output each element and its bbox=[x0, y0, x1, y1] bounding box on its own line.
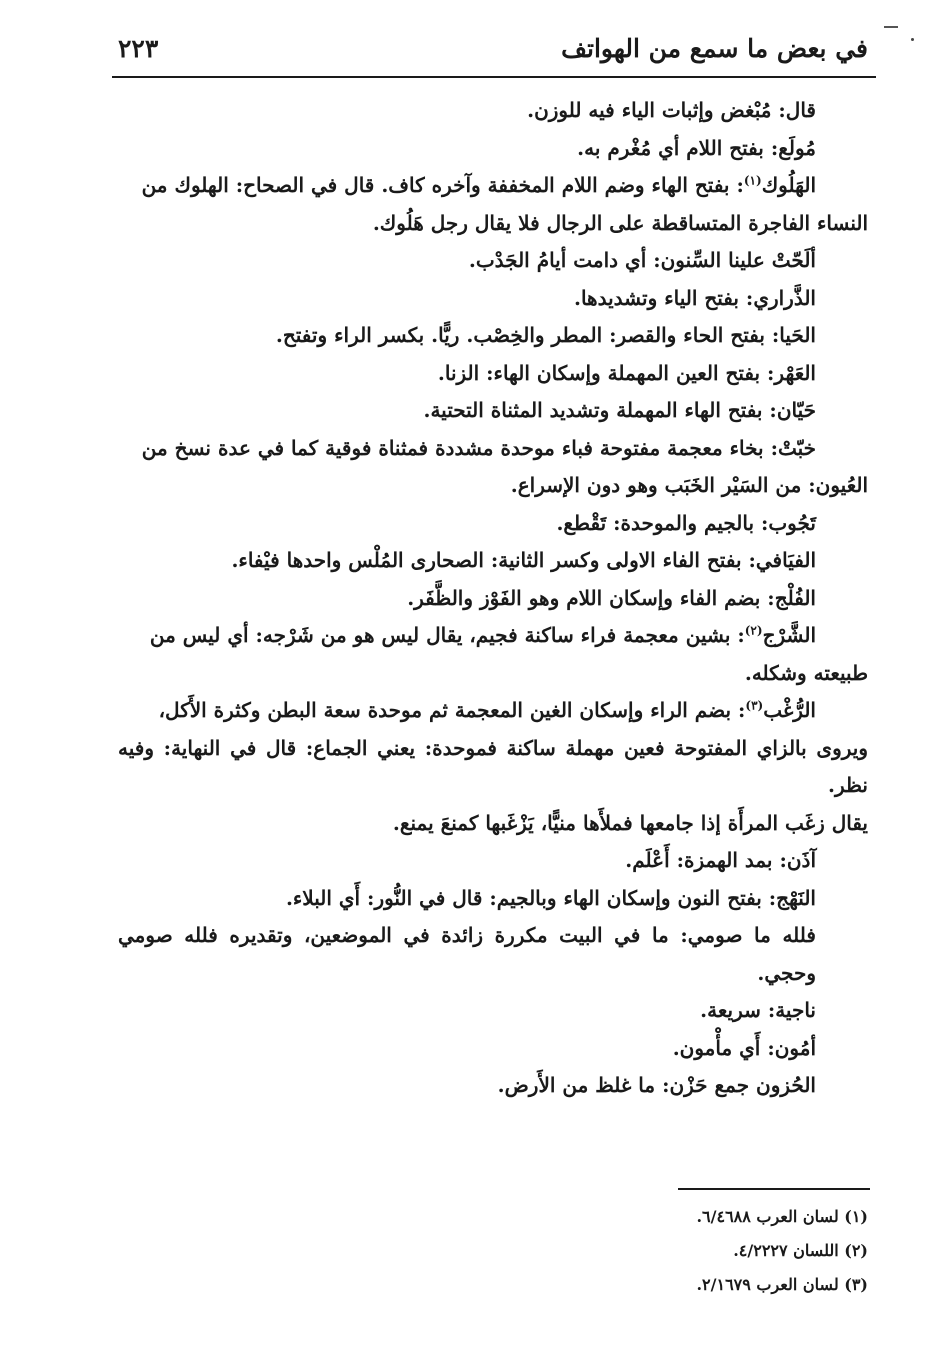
text-line: الفيَافي: بفتح الفاء الاولى وكسر الثانية: الصحارى المُلْس واحدها فيْفاء. bbox=[231, 548, 816, 572]
entry-text: : بفتح الهاء وضم اللام المخففة وآخره كاف. قال في الصحاح: الهلوك من bbox=[141, 173, 744, 197]
corner-mark bbox=[884, 26, 898, 28]
footnote: (٣) لسان العرب ٢/١٦٧٩. bbox=[696, 1275, 868, 1294]
glossary-body bbox=[118, 92, 868, 1105]
entry-head: الشَّرْج bbox=[762, 623, 816, 647]
running-title: في بعض ما سمع من الهواتف bbox=[561, 34, 868, 63]
text-line: ناجية: سريعة. bbox=[700, 998, 816, 1022]
footnote-marker[interactable]: (٢) bbox=[744, 623, 763, 638]
footnotes bbox=[118, 1200, 868, 1302]
text-line bbox=[118, 617, 868, 655]
text-line: خبّتْ: بخاء معجمة مفتوحة فباء موحدة مشددة فمثناة فوقية كما في عدة نسخ من bbox=[141, 435, 816, 460]
text-line bbox=[118, 692, 868, 730]
text-line: فلله ما صومي: ما في البيت مكررة زائدة في الموضعين، وتقديره فلله صومي وحجي. bbox=[118, 923, 816, 985]
text-line: العَهْر: بفتح العين المهملة وإسكان الهاء: الزنا. bbox=[437, 360, 816, 385]
text-line: تَجُوب: بالجيم والموحدة: تَقْطع. bbox=[556, 510, 816, 535]
entry-text: : بشين معجمة فراء ساكنة فجيم، يقال ليس هو من شَرْجه: أي ليس من bbox=[149, 623, 745, 647]
entry-text: : بضم الراء وإسكان الغين المعجمة ثم موحدة سعة البطن وكثرة الأَكل، bbox=[158, 698, 746, 722]
entry-head: الهَلُوك bbox=[761, 173, 816, 197]
text-line: طبيعته وشكله. bbox=[744, 660, 868, 685]
text-line: النَهْج: بفتح النون وإسكان الهاء وبالجيم: قال في النُّور: أَي البلاء. bbox=[285, 885, 816, 910]
footnote-rule bbox=[678, 1188, 870, 1190]
text-line: الحُزون جمع حَزْن: ما غلظ من الأَرض. bbox=[497, 1073, 816, 1097]
text-line: ألَحّتْ علينا السِّنون: أي دامت أيامُ الجَدْب. bbox=[468, 248, 816, 272]
text-line: الفُلْج: بضم الفاء وإسكان اللام وهو الفَوْز والظَّفَر. bbox=[407, 585, 816, 610]
footnote-marker[interactable]: (١) bbox=[743, 173, 762, 188]
text-line: العُيون: من السَيْر الخَبَب وهو دون الإسراع. bbox=[510, 473, 868, 497]
text-line: آذَن: بمد الهمزة: أَعْلَم. bbox=[625, 848, 816, 872]
text-line: الذَّراري: بفتح الياء وتشديدها. bbox=[574, 285, 816, 310]
page-number: ٢٢٣ bbox=[118, 34, 159, 63]
running-header bbox=[118, 30, 868, 74]
header-rule bbox=[112, 76, 876, 78]
text-line: مُولَع: بفتح اللام أي مُغْرم به. bbox=[577, 135, 816, 160]
text-line: ويروى بالزاي المفتوحة فعين مهملة ساكنة فموحدة: يعني الجماع: قال في النهاية: وفيه نظر. bbox=[118, 735, 868, 797]
dot-mark bbox=[911, 38, 914, 41]
entry-head: الرُّغْب bbox=[763, 698, 816, 722]
text-line: قال: مُبْغض وإثبات الياء فيه للوزن. bbox=[527, 98, 816, 122]
text-line: الحَيا: بفتح الحاء والقصر: المطر والخِصْب. ريًّا. بكسر الراء وتفتح. bbox=[275, 323, 816, 347]
text-line: حَيّان: بفتح الهاء المهملة وتشديد المثناة التحتية. bbox=[423, 398, 816, 422]
text-line: النساء الفاجرة المتساقطة على الرجال فلا يقال رجل هَلُوك. bbox=[372, 210, 868, 235]
text-line bbox=[118, 167, 868, 205]
footnote-marker[interactable]: (٣) bbox=[745, 698, 764, 713]
text-line: يقال زغَب المرأَة إذا جامعها فملأَها منيًّا، يَزْغَبها كمنعَ يمنع. bbox=[392, 810, 868, 835]
text-line: أمُون: أَي مأْمون. bbox=[672, 1035, 816, 1060]
footnote: (٢) اللسان ٤/٢٢٢٧. bbox=[733, 1241, 868, 1260]
footnote: (١) لسان العرب ٦/٤٦٨٨. bbox=[696, 1207, 868, 1226]
